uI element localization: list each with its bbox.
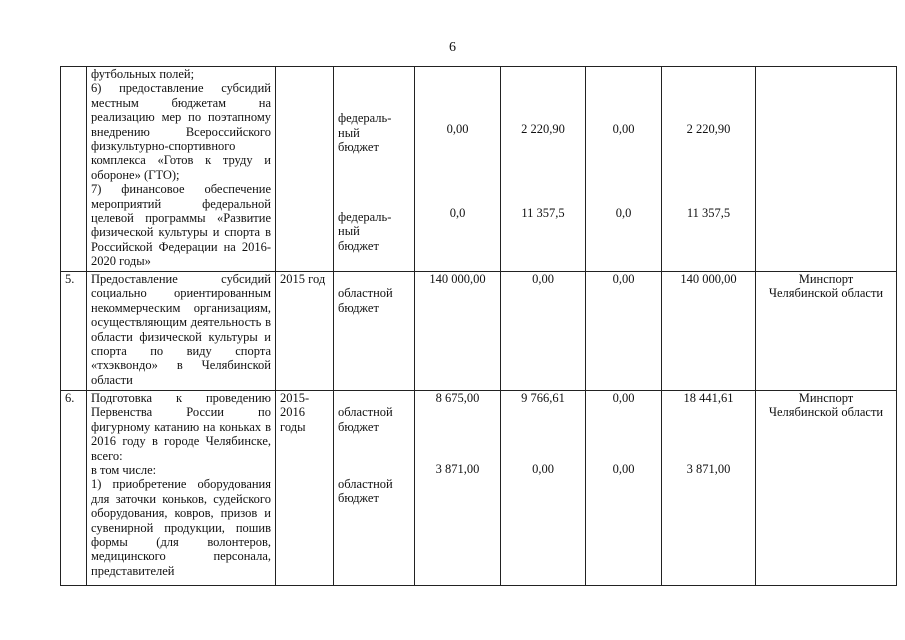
value-cell: 0,0 [449, 206, 466, 221]
source-entry: федераль- ный бюджет [338, 210, 392, 253]
source-entry: федераль- ный бюджет [338, 111, 392, 155]
row-period: 2015- 2016 годы [276, 391, 334, 586]
value-cell: 2 220,90 [521, 122, 565, 136]
table-row [61, 67, 897, 272]
row-executor: Минспорт Челябинской области [756, 272, 897, 391]
value-cell: 0,00 [612, 462, 635, 477]
row-value-2 [501, 272, 586, 391]
row-value-2 [501, 391, 586, 586]
budget-table [60, 66, 897, 586]
row-number: 6. [61, 391, 87, 586]
row-value-3 [586, 272, 662, 391]
source-entry: областной бюджет [338, 286, 393, 315]
row-period: 2015 год [276, 272, 334, 391]
row-value-3 [586, 67, 662, 272]
value-cell: 8 675,00 [435, 391, 480, 405]
description-part: Подготовка к проведению Первенства России по фигурному катанию на коньках в 2016 году в городе Челябинске, всего: в том числе: [91, 391, 271, 478]
row-number [61, 67, 87, 272]
row-description [87, 272, 276, 391]
row-value-1 [415, 391, 501, 586]
value-cell: 140 000,00 [680, 272, 737, 286]
value-cell: 0,00 [532, 272, 554, 286]
value-cell: 11 357,5 [521, 206, 565, 221]
value-cell: 3 871,00 [435, 462, 480, 477]
row-description [87, 391, 276, 586]
value-cell: 140 000,00 [429, 272, 486, 286]
value-cell: 0,00 [446, 122, 469, 136]
row-value-2 [501, 67, 586, 272]
value-cell: 0,00 [612, 272, 635, 286]
row-description [87, 67, 276, 272]
row-value-4 [662, 67, 756, 272]
description-part: Предоставление субсидий социально ориентированным некоммерческим организациям, осуществляющим деятельность в области физической культуры и спорта по виду спорта «тхэквондо» в Челябинской области [91, 272, 271, 387]
value-cell: 11 357,5 [686, 206, 731, 221]
row-value-4 [662, 272, 756, 391]
description-part: футбольных полей; 6) предоставление субсидий местным бюджетам на реализацию мер по поэтапному внедрению Всероссийского физкультурно-спортивного комплекса «Готов к труду и обороне» (ГТО); [91, 67, 271, 182]
row-executor [756, 67, 897, 272]
row-executor: Минспорт Челябинской области [756, 391, 897, 586]
value-cell: 18 441,61 [683, 391, 734, 405]
value-cell: 0,00 [612, 122, 635, 136]
value-cell: 3 871,00 [686, 462, 731, 477]
row-source [334, 391, 415, 586]
row-value-3 [586, 391, 662, 586]
table-row [61, 272, 897, 391]
value-cell: 0,00 [532, 462, 554, 477]
page-number: 6 [449, 40, 456, 55]
table-row [61, 391, 897, 586]
value-cell: 2 220,90 [686, 122, 731, 136]
description-part: 7) финансовое обеспечение мероприятий федеральной целевой программы «Развитие физической культуры и спорта в Российской Федерации на 2016-2020 годы» [91, 182, 271, 269]
description-part: 1) приобретение оборудования для заточки коньков, судейского оборудования, ковров, призов и сувенирной продукции, пошив формы (для волонтеров, медицинского персонала, представителей [91, 477, 271, 578]
row-value-4 [662, 391, 756, 586]
row-number: 5. [61, 272, 87, 391]
value-cell: 9 766,61 [521, 391, 565, 405]
source-entry: областной бюджет [338, 405, 393, 434]
row-source [334, 67, 415, 272]
source-entry: областной бюджет [338, 476, 393, 506]
row-period [276, 67, 334, 272]
value-cell: 0,0 [615, 206, 632, 221]
row-value-1 [415, 272, 501, 391]
row-value-1 [415, 67, 501, 272]
row-source [334, 272, 415, 391]
value-cell: 0,00 [612, 391, 635, 405]
